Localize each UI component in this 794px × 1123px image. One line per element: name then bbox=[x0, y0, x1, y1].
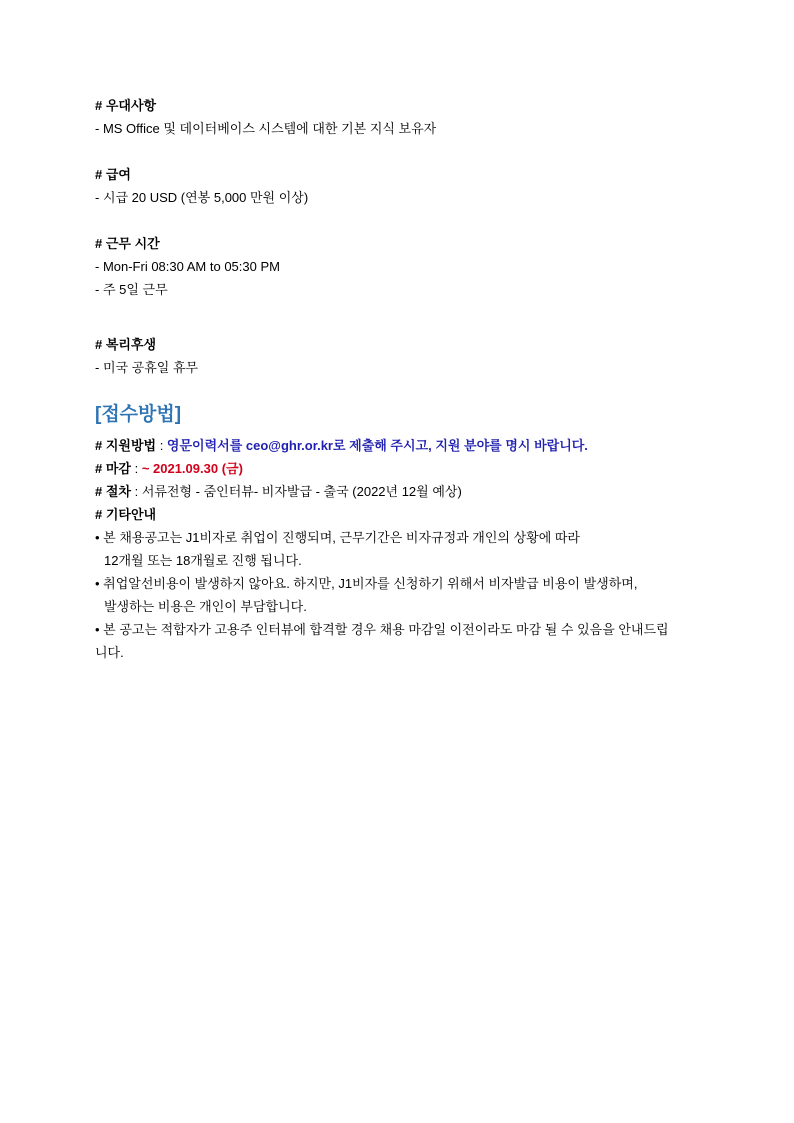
hours-item: - Mon-Fri 08:30 AM to 05:30 PM bbox=[95, 259, 280, 274]
apply-method-label: # 지원방법 bbox=[95, 438, 157, 453]
apply-method-value: 영문이력서를 ceo@ghr.or.kr로 제출해 주시고, 지원 분야를 명시 바랍니다. bbox=[166, 438, 588, 453]
separator: : bbox=[156, 438, 167, 453]
deadline-row bbox=[95, 457, 705, 480]
note-line: • 본 공고는 적합자가 고용주 인터뷰에 합격할 경우 채용 마감일 이전이라도 마감 될 수 있음을 안내드립 bbox=[95, 622, 669, 637]
hours-item: - 주 5일 근무 bbox=[95, 282, 168, 297]
note-line: • 취업알선비용이 발생하지 않아요. 하지만, J1비자를 신청하기 위해서 비자발급 비용이 발생하며, bbox=[95, 576, 638, 591]
note-line: 12개월 또는 18개월로 진행 됩니다. bbox=[104, 553, 302, 568]
spacer bbox=[95, 379, 705, 400]
note-line: • 본 채용공고는 J1비자로 취업이 진행되며, 근무기간은 비자규정과 개인의 상황에 따라 bbox=[95, 530, 580, 545]
deadline-label: # 마감 bbox=[95, 461, 131, 476]
preferred-item: - MS Office 및 데이터베이스 시스템에 대한 기본 지식 보유자 bbox=[95, 121, 437, 136]
note-line: 발생하는 비용은 개인이 부담합니다. bbox=[104, 599, 307, 614]
spacer bbox=[95, 140, 705, 163]
process-label: # 절차 bbox=[95, 484, 131, 499]
other-info-label: # 기타안내 bbox=[95, 507, 157, 522]
job-posting-document bbox=[95, 94, 705, 664]
separator: : bbox=[130, 461, 142, 476]
benefits-title: # 복리후생 bbox=[95, 337, 157, 352]
process-row bbox=[95, 480, 705, 503]
spacer bbox=[95, 301, 705, 333]
apply-method-row bbox=[95, 434, 705, 457]
salary-title: # 급여 bbox=[95, 167, 131, 182]
preferred-title: # 우대사항 bbox=[95, 98, 157, 113]
deadline-value: ~ 2021.09.30 (금) bbox=[141, 461, 243, 476]
note-line: 니다. bbox=[95, 645, 124, 660]
salary-item: - 시급 20 USD (연봉 5,000 만원 이상) bbox=[95, 190, 309, 205]
apply-heading: [접수방법] bbox=[95, 404, 182, 425]
spacer bbox=[95, 209, 705, 232]
hours-title: # 근무 시간 bbox=[95, 236, 160, 251]
benefits-item: - 미국 공휴일 휴무 bbox=[95, 360, 199, 375]
process-value: 서류전형 - 줌인터뷰- 비자발급 - 출국 (2022년 12월 예상) bbox=[141, 484, 462, 499]
separator: : bbox=[130, 484, 142, 499]
